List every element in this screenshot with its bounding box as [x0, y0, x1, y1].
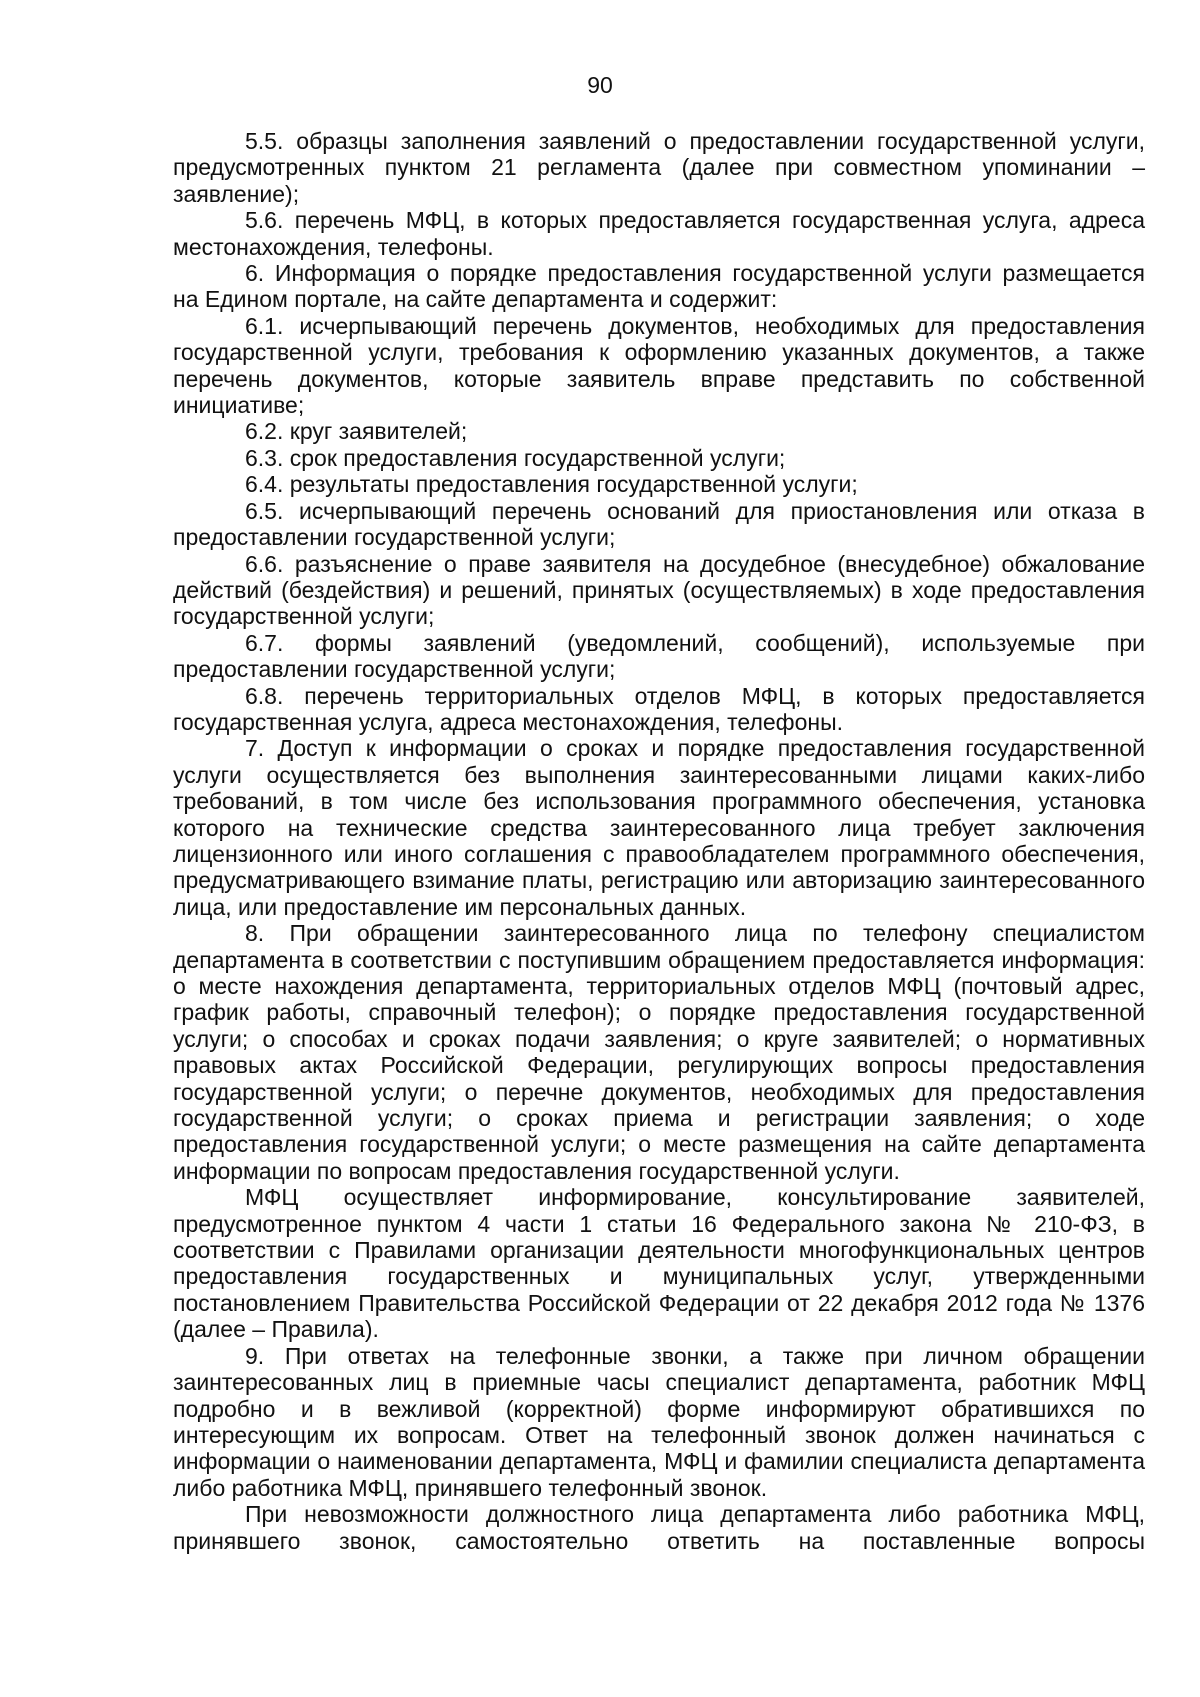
document-body: [173, 128, 1145, 1554]
paragraph-6-1: 6.1. исчерпывающий перечень документов, необходимых для предоставления государственной услуги, требования к оформлению указанных документов, а также перечень документов, которые заявитель вправе представить по собственной инициативе;: [173, 312, 1145, 419]
paragraph-9: 9. При ответах на телефонные звонки, а также при личном обращении заинтересованных лиц в приемные часы специалист департамента, работник МФЦ подробно и в вежливой (корректной) форме информируют обратившихся по интересующим их вопросам. Ответ на телефонный звонок должен начинаться с информации о наименовании департамента, МФЦ и фамилии специалиста департамента либо работника МФЦ, принявшего телефонный звонок.: [173, 1342, 1145, 1501]
paragraph-8: 8. При обращении заинтересованного лица по телефону специалистом департамента в соответствии с поступившим обращением предоставляется информация: о месте нахождения департамента, территориальных отделов МФЦ (почтовый адрес, график работы, справочный телефон); о порядке предоставления государственной услуги; о способах и сроках подачи заявления; о круге заявителей; о нормативных правовых актах Российской Федерации, регулирующих вопросы предоставления государственной услуги; о перечне документов, необходимых для предоставления государственной услуги; о сроках приема и регистрации заявления; о ходе предоставления государственной услуги; о месте размещения на сайте департамента информации по вопросам предоставления государственной услуги.: [173, 920, 1145, 1184]
paragraph-6-6: 6.6. разъяснение о праве заявителя на досудебное (внесудебное) обжалование действий (бездействия) и решений, принятых (осуществляемых) в ходе предоставления государственной услуги;: [173, 550, 1145, 630]
paragraph-6-2: 6.2. круг заявителей;: [245, 418, 468, 445]
paragraph-mfc-informing: МФЦ осуществляет информирование, консультирование заявителей, предусмотренное пунктом 4 части 1 статьи 16 Федерального закона № 210-ФЗ, в соответствии с Правилами организации деятельности многофункциональных центров предоставления государственных и муниципальных услуг, утвержденными постановлением Правительства Российской Федерации от 22 декабря 2012 года № 1376 (далее – Правила).: [173, 1184, 1145, 1343]
paragraph-6: 6. Информация о порядке предоставления государственной услуги размещается на Едином портале, на сайте департамента и содержит:: [173, 260, 1145, 313]
paragraph-5-6: 5.6. перечень МФЦ, в которых предоставляется государственная услуга, адреса местонахождения, телефоны.: [173, 207, 1145, 260]
paragraph-6-4: 6.4. результаты предоставления государственной услуги;: [245, 471, 858, 498]
paragraph-6-5: 6.5. исчерпывающий перечень оснований для приостановления или отказа в предоставлении государственной услуги;: [173, 497, 1145, 551]
paragraph-5-5: 5.5. образцы заполнения заявлений о предоставлении государственной услуги, предусмотренных пунктом 21 регламента (далее при совместном упоминании – заявление);: [173, 128, 1145, 207]
paragraph-6-8: 6.8. перечень территориальных отделов МФЦ, в которых предоставляется государственная услуга, адреса местонахождения, телефоны.: [173, 682, 1145, 735]
paragraph-impossibility: При невозможности должностного лица департамента либо работника МФЦ, принявшего звонок, самостоятельно ответить на поставленные вопросы: [173, 1501, 1145, 1554]
page-number: 90: [587, 72, 613, 98]
paragraph-6-3: 6.3. срок предоставления государственной услуги;: [245, 444, 786, 471]
paragraph-6-7: 6.7. формы заявлений (уведомлений, сообщений), используемые при предоставлении государственной услуги;: [173, 629, 1145, 683]
paragraph-7: 7. Доступ к информации о сроках и порядке предоставления государственной услуги осуществляется без выполнения заинтересованными лицами каких-либо требований, в том числе без использования программного обеспечения, установка которого на технические средства заинтересованного лица требует заключения лицензионного или иного соглашения с правообладателем программного обеспечения, предусматривающего взимание платы, регистрацию или авторизацию заинтересованного лица, или предоставление им персональных данных.: [173, 735, 1145, 920]
